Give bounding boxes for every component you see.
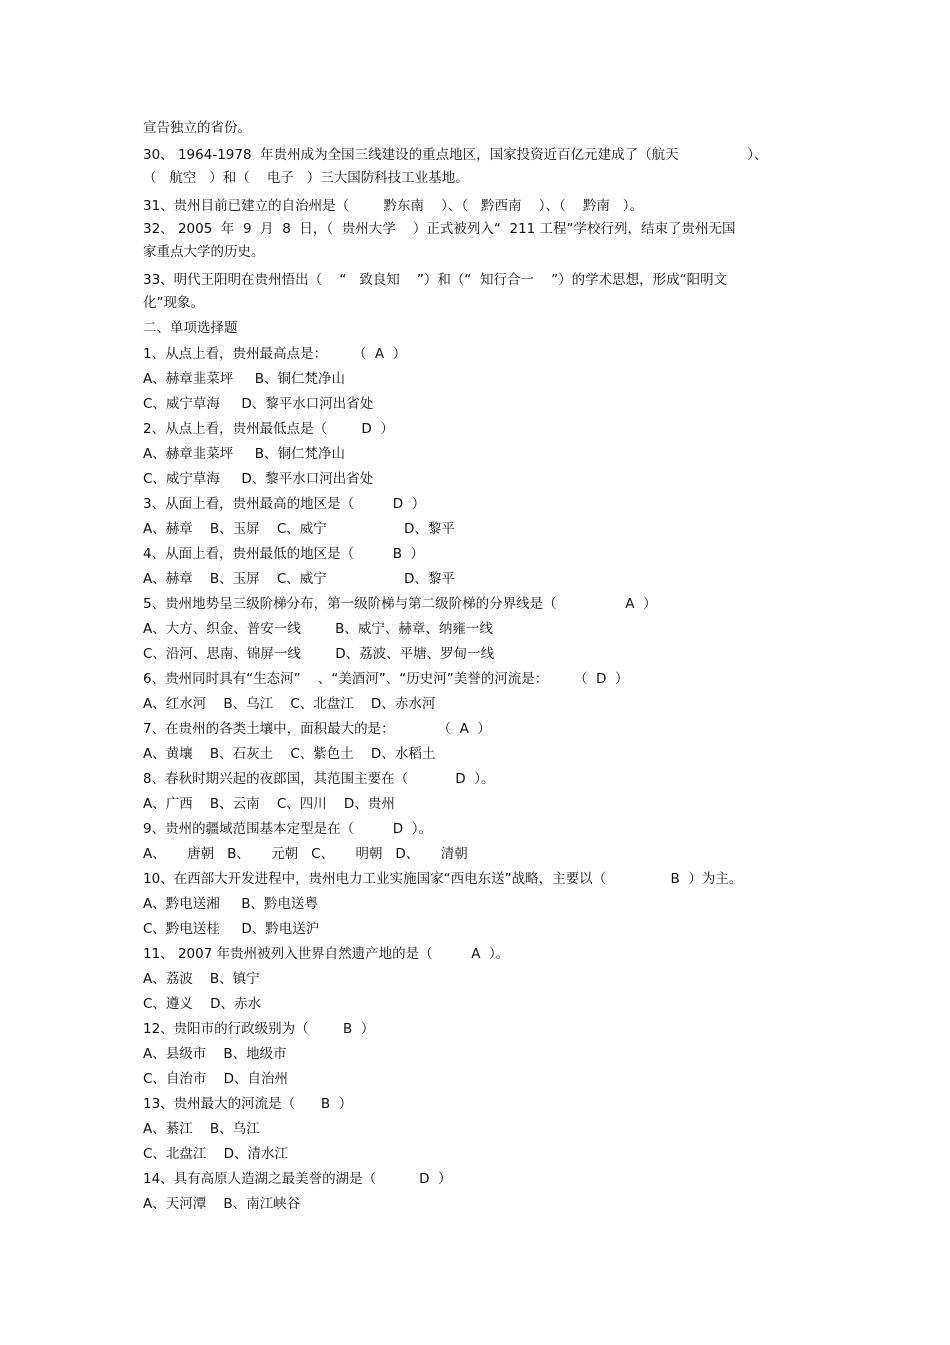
question-30-line-2: （ 航空 ）和（ 电子 ）三大国防科技工业基地。: [143, 170, 469, 186]
section-heading: 二、单项选择题: [143, 320, 238, 336]
question-33-line-2: 化”现象。: [143, 295, 204, 311]
mc-options: C、北盘江 D、清水江: [143, 1146, 288, 1162]
text-line: 宣告独立的省份。: [143, 120, 251, 136]
mc-options: A、黔电送湘 B、黔电送粤: [143, 896, 318, 912]
mc-question-9: 9、贵州的疆域范围基本定型是在（ D ）。: [143, 821, 432, 837]
mc-question-7: 7、在贵州的各类土壤中，面积最大的是： （ A ）: [143, 721, 491, 737]
mc-options: A、天河潭 B、南江峡谷: [143, 1196, 301, 1212]
mc-question-11: 11、 2007 年贵州被列入世界自然遗产地的是（ A ）。: [143, 946, 510, 962]
mc-options: A、赫章韭菜坪 B、铜仁梵净山: [143, 371, 345, 387]
mc-options: A、赫章 B、玉屏 C、威宁 D、黎平: [143, 571, 455, 587]
mc-options: C、沿河、思南、锦屏一线 D、荔波、平塘、罗甸一线: [143, 646, 495, 662]
mc-question-2: 2、从点上看，贵州最低点是（ D ）: [143, 421, 394, 437]
mc-question-12: 12、贵阳市的行政级别为（ B ）: [143, 1021, 375, 1037]
mc-options: A、县级市 B、地级市: [143, 1046, 287, 1062]
mc-options: A、綦江 B、乌江: [143, 1121, 260, 1137]
mc-options: C、自治市 D、自治州: [143, 1071, 288, 1087]
mc-question-4: 4、从面上看，贵州最低的地区是（ B ）: [143, 546, 425, 562]
mc-question-6: 6、贵州同时具有“生态河” 、“美酒河”、“历史河”美誉的河流是： （ D ）: [143, 671, 629, 687]
mc-options: A、广西 B、云南 C、四川 D、贵州: [143, 796, 395, 812]
mc-options: C、威宁草海 D、黎平水口河出省处: [143, 471, 374, 487]
mc-options: A、赫章 B、玉屏 C、威宁 D、黎平: [143, 521, 455, 537]
mc-question-5: 5、贵州地势呈三级阶梯分布，第一级阶梯与第二级阶梯的分界线是（ A ）: [143, 596, 657, 612]
mc-question-8: 8、春秋时期兴起的夜郎国，其范围主要在（ D ）。: [143, 771, 495, 787]
question-32-line-2: 家重点大学的历史。: [143, 244, 265, 260]
mc-options: A、 唐朝 B、 元朝 C、 明朝 D、 清朝: [143, 846, 468, 862]
question-32-line-1: 32、 2005 年 9 月 8 日，（ 贵州大学 ）正式被列入“ 211 工程”学校行列，结束了贵州无国: [143, 221, 736, 237]
mc-options: A、赫章韭菜坪 B、铜仁梵净山: [143, 446, 345, 462]
question-33-line-1: 33、明代王阳明在贵州悟出（ “ 致良知 ”）和（“ 知行合一 ”）的学术思想，形成“阳明文: [143, 272, 728, 288]
mc-options: A、大方、织金、普安一线 B、威宁、赫章、纳雍一线: [143, 621, 493, 637]
question-31: 31、贵州目前已建立的自治州是（ 黔东南 ）、（ 黔西南 ）、（ 黔南 ）。: [143, 198, 644, 214]
mc-options: A、黄壤 B、石灰土 C、紫色土 D、水稻土: [143, 746, 436, 762]
mc-question-14: 14、具有高原人造湖之最美誉的湖是（ D ）: [143, 1171, 452, 1187]
mc-options: A、荔波 B、镇宁: [143, 971, 260, 987]
question-30-line-1: 30、 1964-1978 年贵州成为全国三线建设的重点地区，国家投资近百亿元建成了（航天 ）、: [143, 147, 768, 163]
mc-options: C、黔电送桂 D、黔电送沪: [143, 921, 320, 937]
mc-options: A、红水河 B、乌江 C、北盘江 D、赤水河: [143, 696, 436, 712]
mc-options: C、遵义 D、赤水: [143, 996, 261, 1012]
mc-question-3: 3、从面上看，贵州最高的地区是（ D ）: [143, 496, 426, 512]
mc-question-10: 10、在西部大开发进程中，贵州电力工业实施国家“西电东送”战略，主要以（ B ）为主。: [143, 871, 743, 887]
mc-question-1: 1、从点上看，贵州最高点是： （ A ）: [143, 346, 407, 362]
mc-question-13: 13、贵州最大的河流是（ B ）: [143, 1096, 353, 1112]
mc-options: C、威宁草海 D、黎平水口河出省处: [143, 396, 374, 412]
